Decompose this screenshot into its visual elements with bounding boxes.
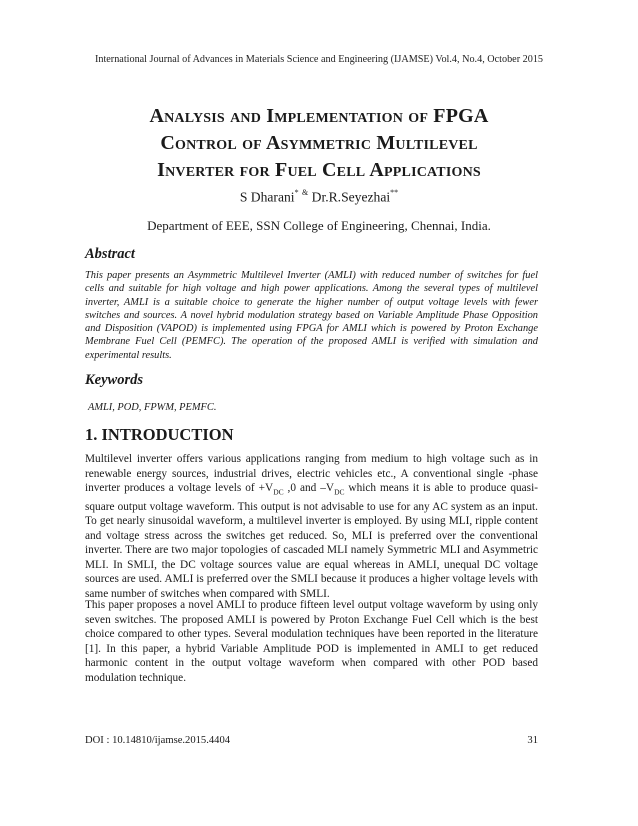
introduction-heading: 1. INTRODUCTION [85, 425, 234, 444]
author-1-marker: * [294, 188, 299, 197]
abstract-heading: Abstract [85, 246, 135, 262]
doi: DOI : 10.14810/ijamse.2015.4404 [85, 735, 231, 746]
paper-title [60, 103, 578, 184]
intro-p1-text-a: Multilevel inverter offers various applications ranging from medium to high voltage such as in renewable energy sources, industrial drives, electric vehicles etc., A conventional single -phase inverter produces a voltage levels of +V [85, 453, 538, 494]
author-2: Dr.R.Seyezhai [311, 189, 391, 205]
author-2-marker: ** [390, 188, 399, 197]
keywords-list: AMLI, POD, FPWM, PEMFC. [88, 402, 217, 413]
vdc-subscript-2: DC [334, 487, 345, 497]
intro-p1-text-b: ,0 and –V [283, 482, 335, 494]
title-line-2: Control of Asymmetric Multilevel [160, 132, 478, 154]
title-line-3: Inverter for Fuel Cell Applications [157, 159, 481, 181]
running-head: International Journal of Advances in Materials Science and Engineering (IJAMSE) Vol.4, No.4, October 2015 [94, 54, 544, 65]
abstract-body: This paper presents an Asymmetric Multilevel Inverter (AMLI) with reduced number of switches for fuel cells and suitable for high voltage and high power applications. Among the several types of multilevel inverter, AMLI is a suitable choice to generate the higher number of output voltage levels with fewer switches and sources. A novel hybrid modulation strategy based on Variable Amplitude Phase Opposition and Disposition (VAPOD) is implemented using FPGA for AMLI which is powered by Proton Exchange Membrane Fuel Cell (PEMFC). The operation of the proposed AMLI is verified with simulation and experimental results. [85, 270, 538, 361]
title-line-1: Analysis and Implementation of FPGA [149, 105, 489, 127]
keywords-heading: Keywords [85, 372, 143, 388]
affiliation: Department of EEE, SSN College of Engineering, Chennai, India. [147, 218, 491, 233]
page-number: 31 [527, 735, 538, 746]
vdc-subscript-1: DC [273, 487, 284, 497]
author-line [0, 189, 638, 206]
intro-paragraph-2: This paper proposes a novel AMLI to produce fifteen level output voltage waveform by using only seven switches. The proposed AMLI is powered by Proton Exchange Fuel Cell which is the best choice compared to other types. Several modulation techniques have been reported in the literature [1]. In this paper, a hybrid Variable Amplitude POD is implemented in AMLI to get reduced harmonic content in the output voltage waveform when compared with other POD based modulation technique. [85, 599, 538, 684]
intro-paragraph-1 [85, 452, 538, 601]
intro-p1-text-c: which means it is able to produce quasi-square output voltage waveform. This output is not advisable to use for any AC system as an input. To get nearly sinusoidal waveform, a multilevel inverter is employed. By using MLI, ripple content and voltage stress across the switches get reduced. So, MLI is preferred over the conventional inverter. There are two major topologies of cascaded MLI namely Symmetric MLI and Asymmetric MLI. In SMLI, the DC voltage sources value are equal whereas in AMLI, unequal DC voltage sources are used. AMLI is preferred over the SMLI because it produces a higher voltage levels with same number of switches when compared with SMLI. [85, 482, 538, 600]
author-1: S Dharani [239, 189, 295, 205]
author-connector: & [301, 188, 309, 197]
